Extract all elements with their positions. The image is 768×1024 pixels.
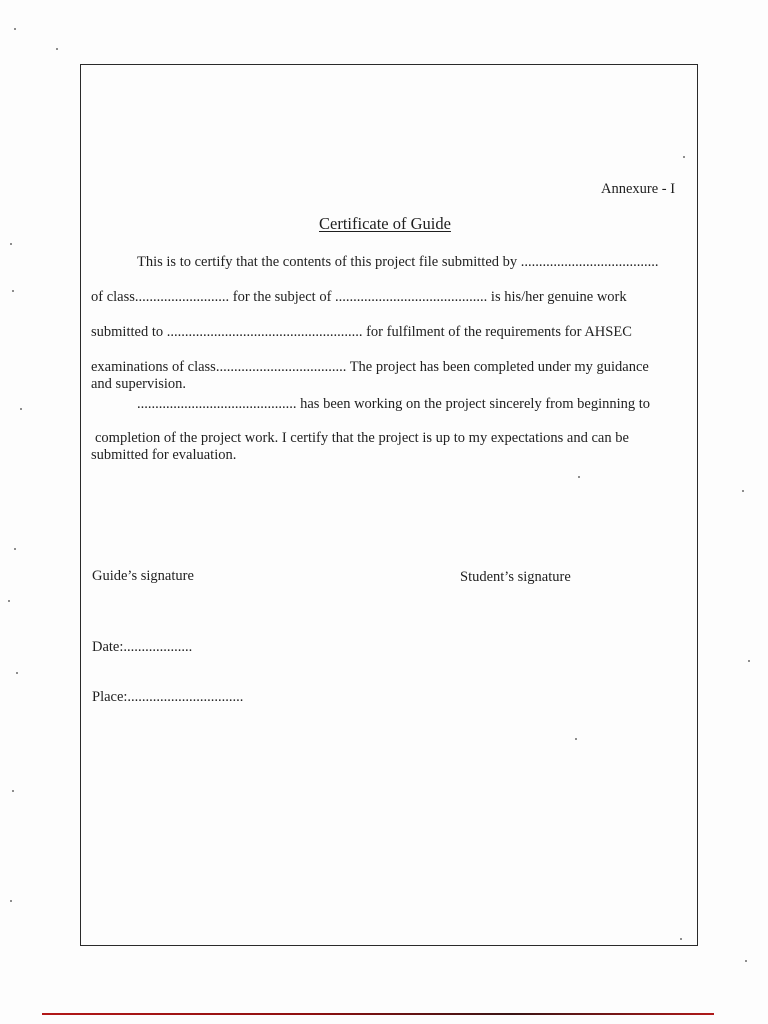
scan-speck xyxy=(680,938,682,940)
body-line-7: completion of the project work. I certify that the project is up to my expectations and can be xyxy=(95,430,629,446)
scan-speck xyxy=(12,790,14,792)
scan-speck xyxy=(745,960,747,962)
scan-speck xyxy=(748,660,750,662)
scan-speck xyxy=(742,490,744,492)
scan-speck xyxy=(683,156,685,158)
date-field: Date:................... xyxy=(92,639,193,655)
scan-speck xyxy=(575,738,577,740)
certificate-title: Certificate of Guide xyxy=(319,214,451,233)
guide-signature-label: Guide’s signature xyxy=(92,568,194,584)
body-line-4: examinations of class.................................... The project has been completed under my guidance xyxy=(91,359,649,375)
body-line-6: ............................................ has been working on the project sincerely from beginning to xyxy=(137,396,651,412)
body-line-1: This is to certify that the contents of this project file submitted by ...................................... xyxy=(137,254,659,270)
scan-speck xyxy=(12,290,14,292)
scan-speck xyxy=(20,408,22,410)
body-line-3: submitted to ...................................................... for fulfilment of the requirements for AHSEC xyxy=(91,324,632,340)
scan-speck xyxy=(14,548,16,550)
scan-speck xyxy=(10,900,12,902)
scan-speck xyxy=(578,476,580,478)
bottom-red-rule xyxy=(42,1013,714,1015)
annexure-label: Annexure - I xyxy=(601,181,676,197)
scan-speck xyxy=(14,28,16,30)
scan-speck xyxy=(56,48,58,50)
body-line-8: submitted for evaluation. xyxy=(91,447,237,463)
scan-speck xyxy=(10,243,12,245)
student-signature-label: Student’s signature xyxy=(460,569,571,585)
body-line-5: and supervision. xyxy=(91,376,187,392)
body-line-2: of class.......................... for the subject of .......................................... is his/her genuine work xyxy=(91,289,627,305)
scan-speck xyxy=(16,672,18,674)
scan-speck xyxy=(8,600,10,602)
place-field: Place:................................ xyxy=(92,689,244,705)
